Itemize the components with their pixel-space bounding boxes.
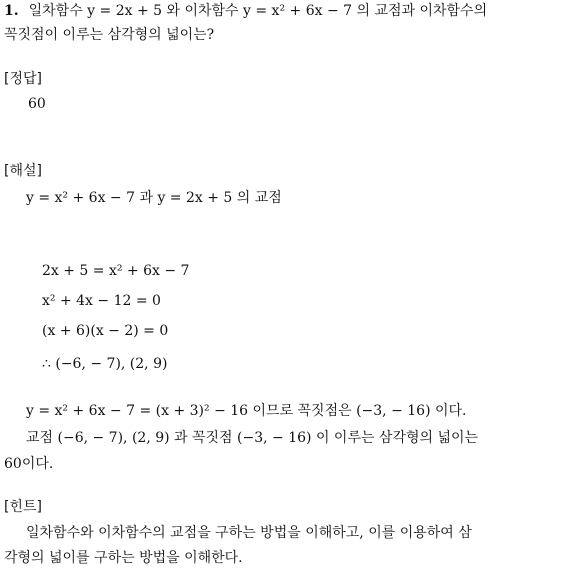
solution-paragraph-2-line-1: 교점 (−6, − 7), (2, 9) 과 꼭짓점 (−3, − 16) 이 이루는 삼각형의 넓이는 — [26, 430, 479, 446]
solution-paragraph-1: y = x² + 6x − 7 = (x + 3)² − 16 이므로 꼭짓점은 (−3, − 16) 이다. — [26, 403, 467, 419]
solution-step-2: x² + 4x − 12 = 0 — [42, 293, 161, 309]
question-line-1 — [4, 2, 487, 20]
answer-value: 60 — [28, 96, 46, 112]
solution-paragraph-2-line-2: 60이다. — [4, 456, 54, 472]
solution-step-4: ∴ (−6, − 7), (2, 9) — [42, 356, 168, 372]
question-line-2: 꼭짓점이 이루는 삼각형의 넓이는? — [4, 27, 215, 43]
answer-heading: [정답] — [4, 71, 42, 87]
hint-line-1: 일차함수와 이차함수의 교점을 구하는 방법을 이해하고, 이를 이용하여 삼 — [26, 525, 472, 541]
solution-heading: [해설] — [4, 163, 42, 179]
hint-heading: [힌트] — [4, 499, 42, 515]
hint-line-2: 각형의 넓이를 구하는 방법을 이해한다. — [4, 550, 243, 566]
question-text-1: 일차함수 y = 2x + 5 와 이차함수 y = x² + 6x − 7 의 교점과 이차함수의 — [28, 3, 488, 19]
question-number: 1. — [4, 3, 19, 19]
solution-step-1: 2x + 5 = x² + 6x − 7 — [42, 263, 190, 279]
solution-intro: y = x² + 6x − 7 과 y = 2x + 5 의 교점 — [26, 190, 282, 206]
solution-step-3: (x + 6)(x − 2) = 0 — [42, 323, 169, 339]
